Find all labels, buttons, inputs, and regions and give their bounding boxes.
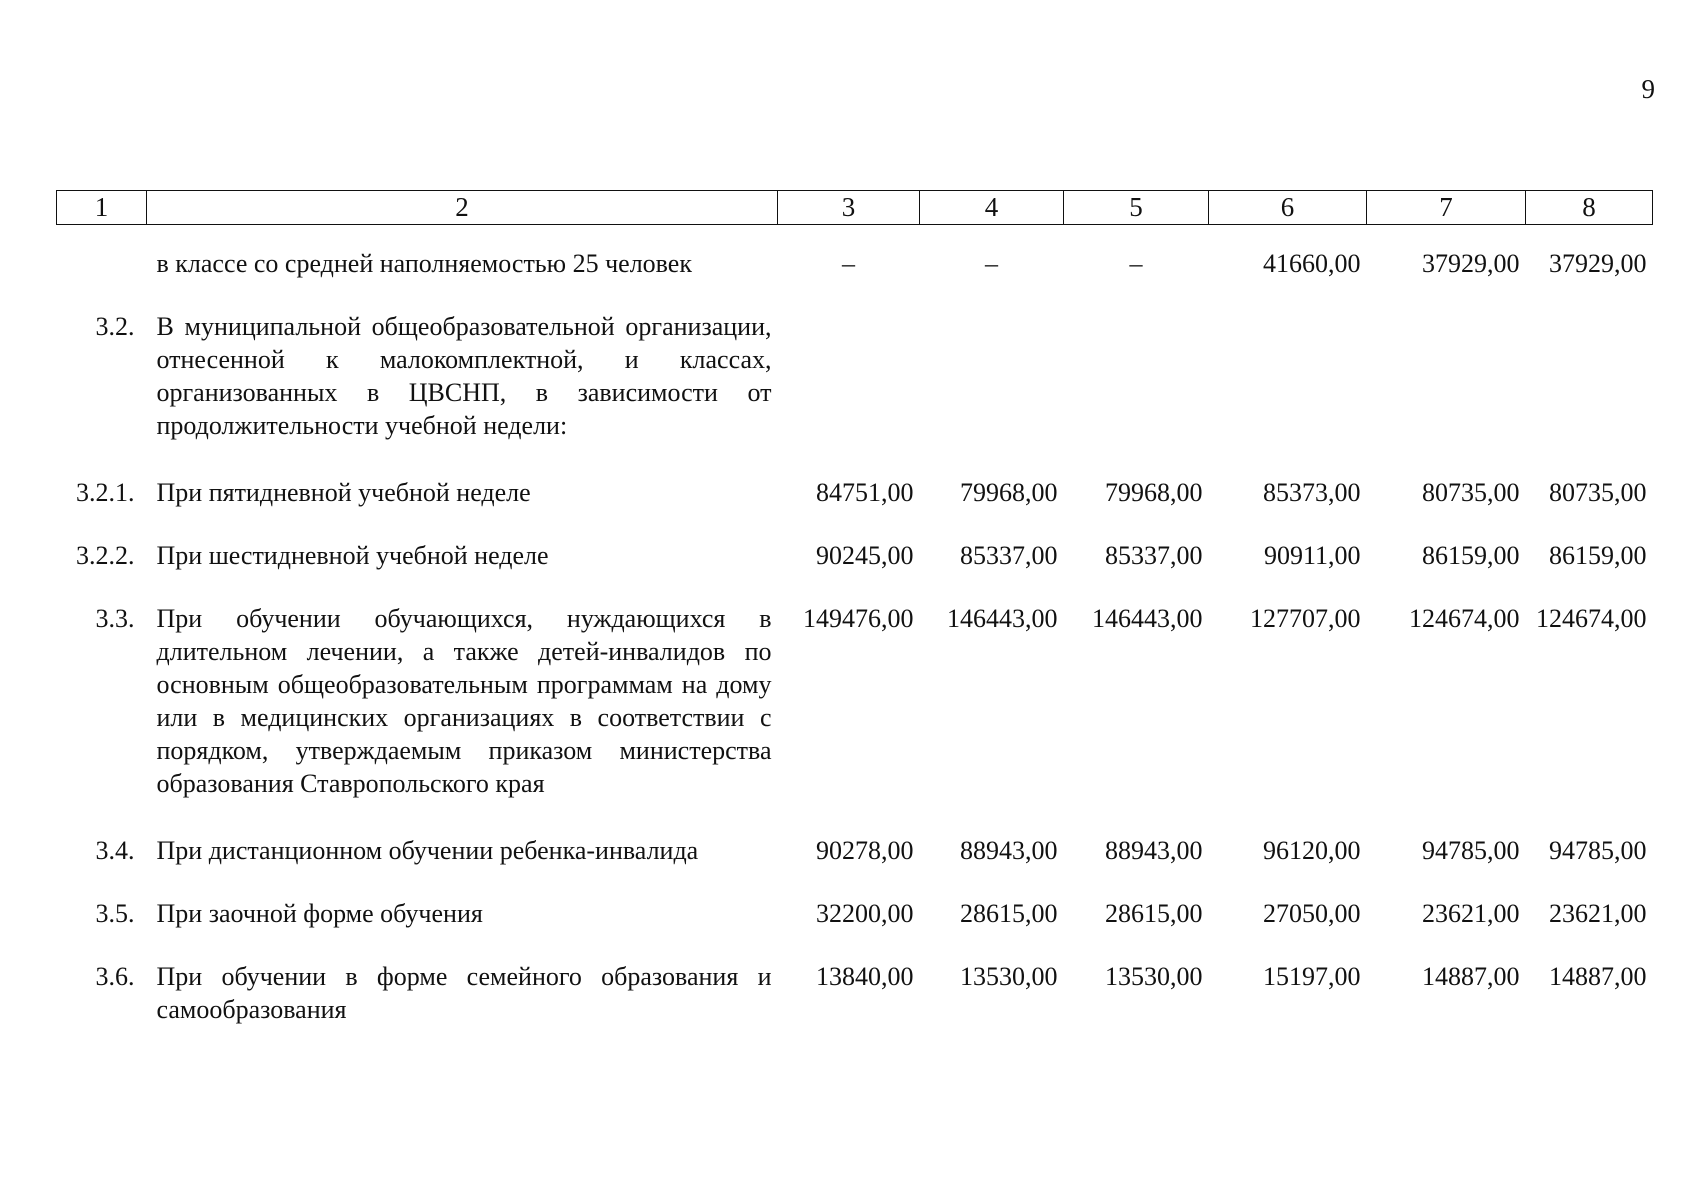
value-col-5: 146443,00 <box>1092 604 1203 633</box>
value-col-7 <box>1367 280 1526 442</box>
value-col-6: 127707,00 <box>1250 604 1361 633</box>
header-col-3: 3 <box>778 191 920 225</box>
value-col-8: 86159,00 <box>1549 541 1647 570</box>
row-description: При заочной форме обучения <box>156 899 483 928</box>
table-row <box>57 509 1653 572</box>
table-row <box>57 930 1653 1026</box>
value-col-4: 85337,00 <box>960 541 1058 570</box>
row-number <box>57 225 147 281</box>
row-number: 3.6. <box>95 962 135 991</box>
table-row <box>57 280 1653 442</box>
header-col-8: 8 <box>1526 191 1653 225</box>
table-row <box>57 225 1653 281</box>
value-col-5: 88943,00 <box>1105 836 1203 865</box>
table-body <box>57 225 1653 1027</box>
value-col-8: 124674,00 <box>1536 604 1647 633</box>
value-col-8: 23621,00 <box>1549 899 1647 928</box>
value-col-7: 124674,00 <box>1409 604 1520 633</box>
row-number: 3.5. <box>95 899 135 928</box>
value-col-7: 80735,00 <box>1422 478 1520 507</box>
value-col-4: 88943,00 <box>960 836 1058 865</box>
value-col-8 <box>1526 280 1653 442</box>
value-col-5: 79968,00 <box>1105 478 1203 507</box>
value-col-6: 15197,00 <box>1263 962 1361 991</box>
row-description: в классе со средней наполняемостью 25 человек <box>156 249 692 278</box>
row-description: При дистанционном обучении ребенка-инвалида <box>156 836 699 865</box>
value-col-4 <box>920 280 1064 442</box>
table-row <box>57 572 1653 800</box>
row-number: 3.2.2. <box>76 541 135 570</box>
table-header <box>57 191 1653 225</box>
value-col-8: 80735,00 <box>1549 478 1647 507</box>
value-col-3: 149476,00 <box>803 604 914 633</box>
value-col-3 <box>778 280 920 442</box>
header-row <box>57 191 1653 225</box>
value-col-5 <box>1064 280 1209 442</box>
value-col-7: 94785,00 <box>1422 836 1520 865</box>
value-col-3: 90245,00 <box>816 541 914 570</box>
value-col-8: 14887,00 <box>1549 962 1647 991</box>
value-col-5: – <box>1129 249 1143 278</box>
value-col-7: 86159,00 <box>1422 541 1520 570</box>
header-col-7: 7 <box>1367 191 1526 225</box>
table-row <box>57 442 1653 509</box>
value-col-7: 37929,00 <box>1422 249 1520 278</box>
page-number: 9 <box>1641 74 1655 104</box>
value-col-3: 13840,00 <box>816 962 914 991</box>
value-col-8: 37929,00 <box>1549 249 1647 278</box>
value-col-4: 146443,00 <box>947 604 1058 633</box>
header-col-6: 6 <box>1209 191 1367 225</box>
table-row <box>57 867 1653 930</box>
row-number: 3.2. <box>95 312 135 341</box>
value-col-6: 96120,00 <box>1263 836 1361 865</box>
header-col-1: 1 <box>57 191 147 225</box>
value-col-3: 32200,00 <box>816 899 914 928</box>
value-col-7: 14887,00 <box>1422 962 1520 991</box>
value-col-3: – <box>842 249 855 278</box>
value-col-6: 41660,00 <box>1263 249 1361 278</box>
row-description: В муниципальной общеобразовательной организации, отнесенной к малокомплектной, и классах, организованных в ЦВСНП, в зависимости от продолжительности учебной недели: <box>156 312 772 440</box>
value-col-4: 79968,00 <box>960 478 1058 507</box>
value-col-6: 85373,00 <box>1263 478 1361 507</box>
value-col-5: 85337,00 <box>1105 541 1203 570</box>
header-col-4: 4 <box>920 191 1064 225</box>
value-col-5: 13530,00 <box>1105 962 1203 991</box>
value-col-6: 27050,00 <box>1263 899 1361 928</box>
header-col-5: 5 <box>1064 191 1209 225</box>
table-row <box>57 800 1653 867</box>
row-description: При шестидневной учебной неделе <box>156 541 549 570</box>
row-number: 3.3. <box>95 604 135 633</box>
row-number: 3.2.1. <box>76 478 135 507</box>
value-col-7: 23621,00 <box>1422 899 1520 928</box>
value-col-4: – <box>985 249 998 278</box>
value-col-4: 13530,00 <box>960 962 1058 991</box>
value-col-4: 28615,00 <box>960 899 1058 928</box>
value-col-8: 94785,00 <box>1549 836 1647 865</box>
row-description: При обучении обучающихся, нуждающихся в длительном лечении, а также детей-инвалидов по основным общеобразовательным программам на дому или в медицинских организациях в соответствии с порядком, утверждаемым приказом министерства образования Ставропольского края <box>156 604 772 798</box>
row-number: 3.4. <box>95 836 135 865</box>
row-description: При обучении в форме семейного образования и самообразования <box>156 962 772 1024</box>
value-col-3: 84751,00 <box>816 478 914 507</box>
value-col-5: 28615,00 <box>1105 899 1203 928</box>
value-col-6: 90911,00 <box>1263 541 1361 570</box>
row-description: При пятидневной учебной неделе <box>156 478 531 507</box>
header-col-2: 2 <box>147 191 778 225</box>
value-col-3: 90278,00 <box>816 836 914 865</box>
rates-table <box>56 190 1653 1026</box>
value-col-6 <box>1209 280 1367 442</box>
